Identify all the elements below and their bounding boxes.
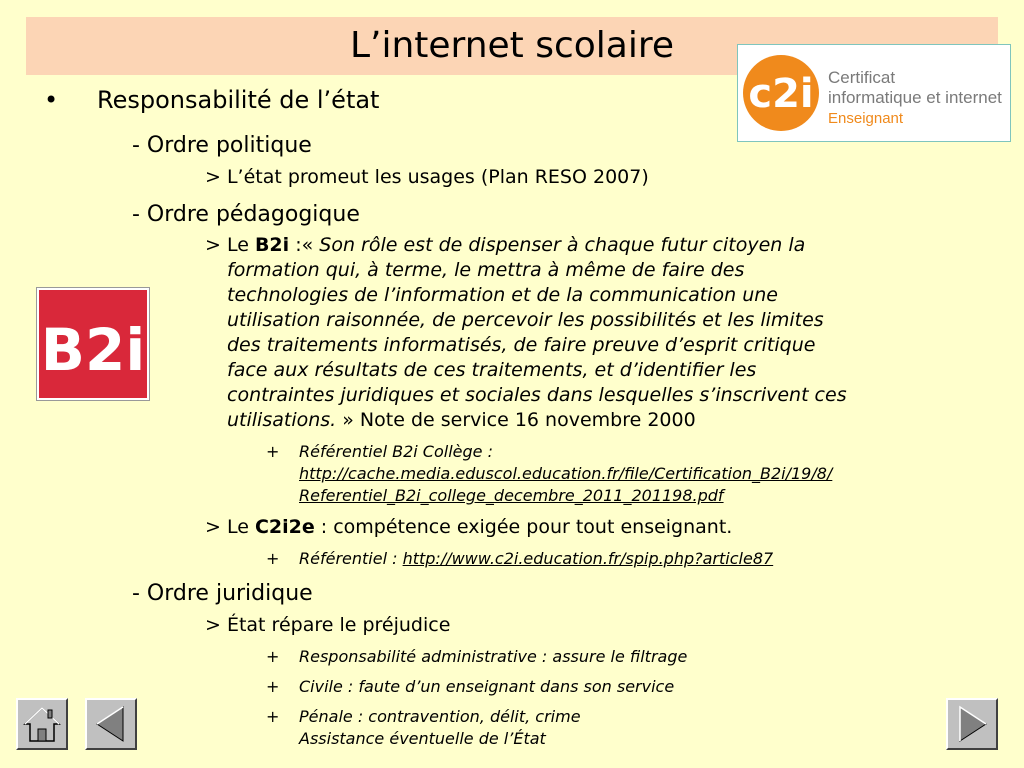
ref-b2i-plus: + <box>266 442 280 461</box>
b2i-quote-line: face aux résultats de ces traitements, et d’identifier les <box>227 359 757 381</box>
juridique-subitem-continued: Assistance éventuelle de l’État <box>299 729 546 748</box>
juridique-subitem-plus: + <box>266 647 280 666</box>
c2i-logo-line1: Certificat <box>828 68 896 87</box>
ref-c2i-link[interactable]: http://www.c2i.education.fr/spip.php?article87 <box>402 549 774 568</box>
c2i-logo-line2: informatique et internet <box>828 88 1002 107</box>
b2i-quote-line: utilisation raisonnée, de percevoir les possibilités et les limites <box>227 309 824 331</box>
bullet-glyph: • <box>44 86 59 114</box>
b2i-quote-last-line <box>227 409 696 431</box>
ref-c2i-label: Référentiel : <box>299 549 403 568</box>
juridique-subitem: Responsabilité administrative : assure le filtrage <box>299 647 688 666</box>
b2i-quote-line: formation qui, à terme, le mettra à même de faire des <box>227 259 745 281</box>
ordre-juridique-label: - Ordre juridique <box>132 581 313 606</box>
triangle-left-icon <box>87 700 135 748</box>
ref-b2i-link[interactable]: http://cache.media.eduscol.education.fr/file/Certification_B2i/19/8/ <box>299 464 833 483</box>
b2i-colon: :« <box>289 234 320 256</box>
c2i2e-item <box>205 516 732 538</box>
b2i-logo-graphic <box>37 288 149 400</box>
b2i-quote-line: contraintes juridiques et sociales dans lesquelles s’inscrivent ces <box>227 384 847 406</box>
c2i-logo-line3: Enseignant <box>828 110 904 127</box>
previous-slide-button[interactable] <box>85 698 137 750</box>
c2i-logo-graphic <box>738 45 1010 141</box>
triangle-right-icon <box>948 700 996 748</box>
b2i-quote-first-line <box>205 234 805 256</box>
b2i-logo <box>36 287 150 401</box>
b2i-quote-line: technologies de l’information et de la communication une <box>227 284 778 306</box>
c2i2e-bold: C2i2e <box>254 516 315 538</box>
b2i-logo-mark: B2i <box>40 316 146 384</box>
juridique-subitem-plus: + <box>266 707 280 726</box>
c2i-logo <box>737 44 1011 142</box>
b2i-quote-end: » Note de service 16 novembre 2000 <box>336 409 696 431</box>
juridique-subitem: Pénale : contravention, délit, crime <box>299 707 581 726</box>
juridique-subitem-plus: + <box>266 677 280 696</box>
c2i-logo-mark: c2i <box>748 71 814 117</box>
ref-c2i-plus: + <box>266 549 280 568</box>
b2i-bold: B2i <box>254 234 290 256</box>
home-icon <box>18 700 66 748</box>
next-slide-button[interactable] <box>946 698 998 750</box>
home-button[interactable] <box>16 698 68 750</box>
heading-responsabilite: Responsabilité de l’état <box>97 86 380 114</box>
ref-c2i-line <box>299 549 773 568</box>
ordre-politique-label: - Ordre politique <box>132 133 312 158</box>
ref-b2i-link-continued[interactable]: Referentiel_B2i_college_decembre_2011_201198.pdf <box>299 486 724 505</box>
b2i-quote-line: Son rôle est de dispenser à chaque futur citoyen la <box>319 234 806 256</box>
slide-title: L’internet scolaire <box>349 25 675 66</box>
b2i-quote-last: utilisations. <box>227 409 337 431</box>
c2i2e-rest: : compétence exigée pour tout enseignant. <box>314 516 733 538</box>
juridique-item: > État répare le préjudice <box>205 614 451 636</box>
b2i-prefix: > Le <box>205 234 255 256</box>
ref-b2i-label: Référentiel B2i Collège : <box>299 442 493 461</box>
politique-item: > L’état promeut les usages (Plan RESO 2007) <box>205 166 649 188</box>
ordre-pedagogique-label: - Ordre pédagogique <box>132 202 360 227</box>
juridique-subitem: Civile : faute d’un enseignant dans son service <box>299 677 675 696</box>
b2i-quote-line: des traitements informatisés, de faire preuve d’esprit critique <box>227 334 816 356</box>
c2i2e-prefix: > Le <box>205 516 255 538</box>
